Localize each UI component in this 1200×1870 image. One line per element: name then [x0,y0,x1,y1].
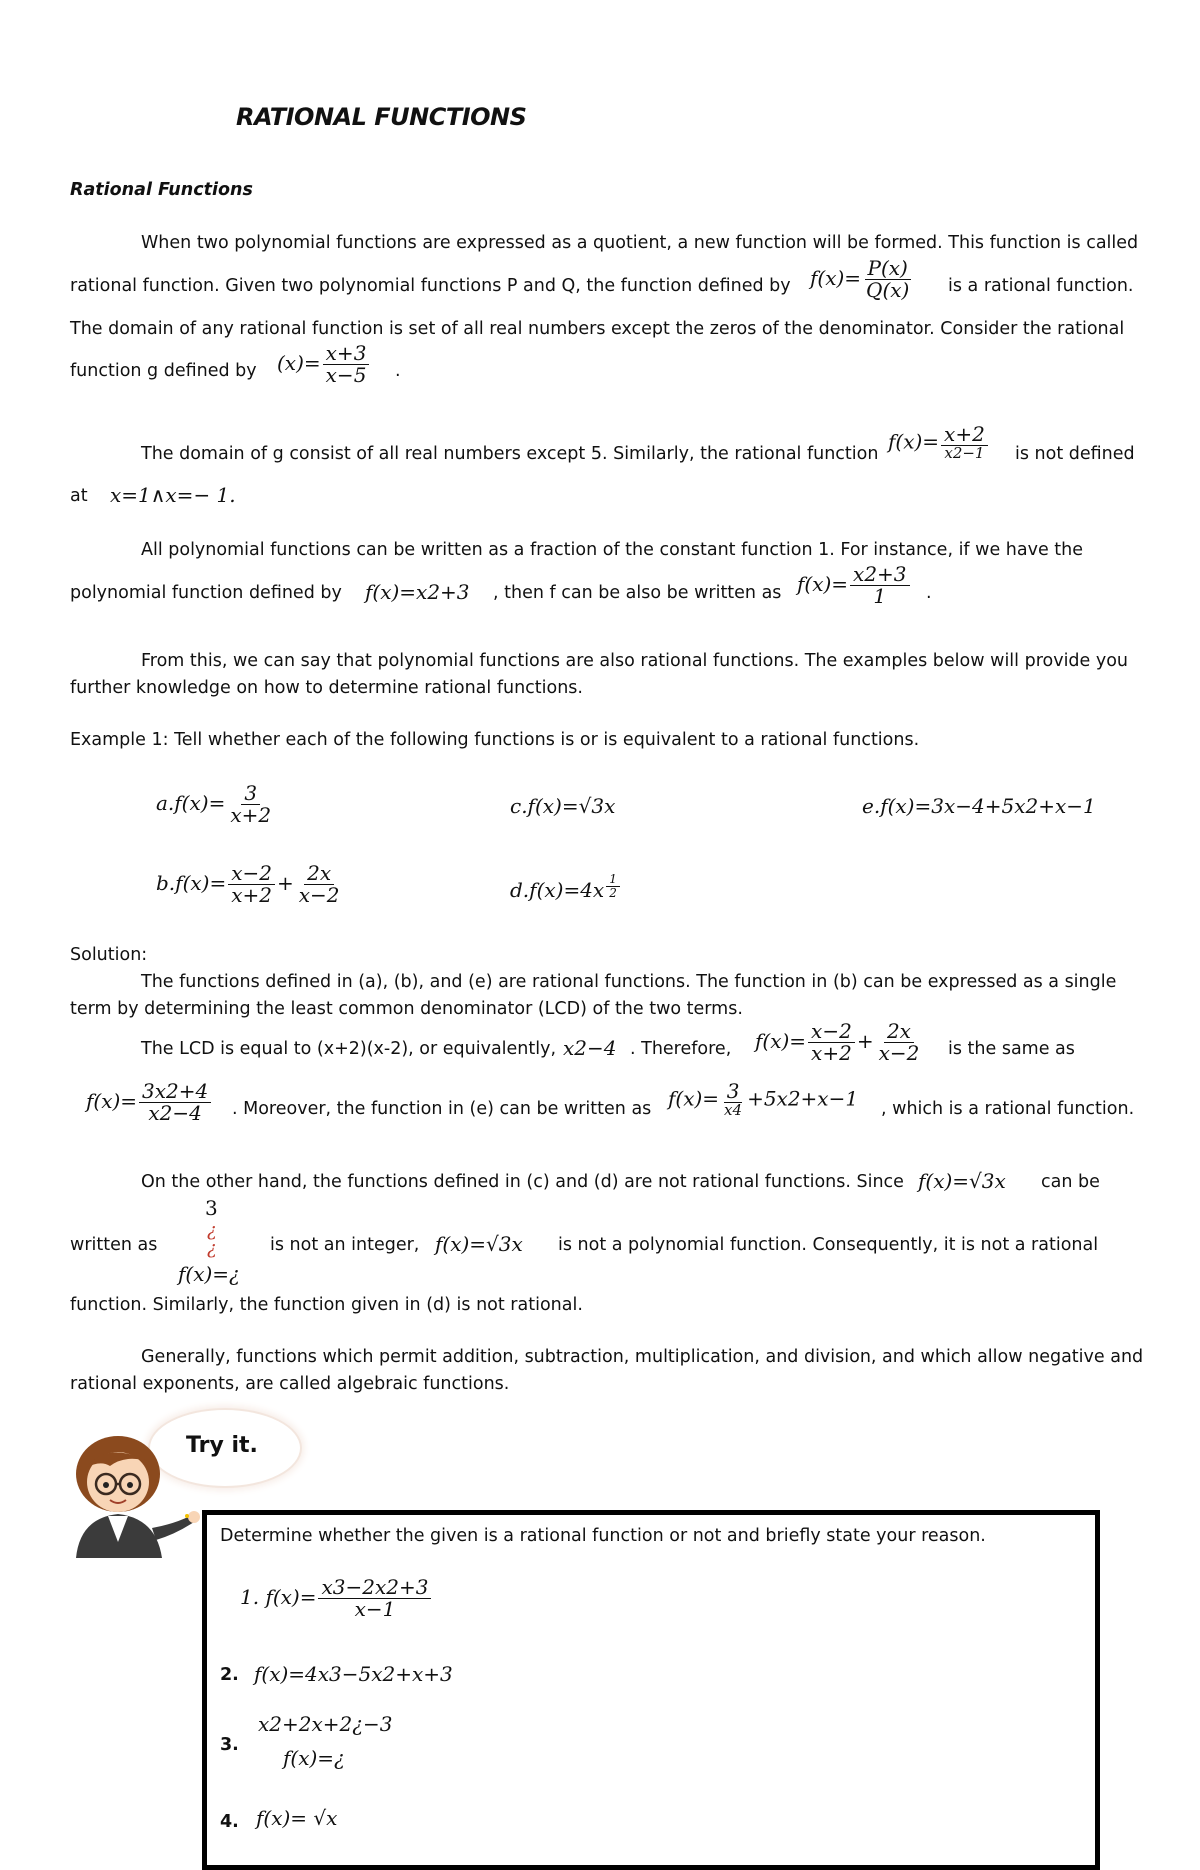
p5-glyph-2: ¿ [207,1238,217,1259]
section-subtitle: Rational Functions [70,180,253,200]
p5-line1a: On the other hand, the functions defined in (c) and (d) are not rational functions. Since [141,1172,904,1192]
solution-formula-e: f(x)= $\frac{3}{x4}$ +5x2+x−1 [668,1079,859,1119]
solution-line4b: , which is a rational function. [881,1099,1135,1119]
question-3-number: 3. [220,1735,239,1755]
p4-line2: further knowledge on how to determine rational functions. [70,678,583,698]
p1-line4a: function g defined by [70,361,257,381]
example-c: c.f(x)=√3x [510,794,616,818]
p4-line1: From this, we can say that polynomial functions are also rational functions. The examples below will provide you [141,651,1129,671]
question-3-bottom: f(x)=¿ [283,1746,345,1770]
p1-line2a: rational function. Given two polynomial functions P and Q, the function defined by [70,276,791,296]
p5-glyph-1: ¿ [207,1220,217,1241]
solution-line1: The functions defined in (a), (b), and (e) are rational functions. The function in (b) can be expressed as a single [141,972,1117,992]
p5-exponent-3: 3 [205,1196,218,1220]
solution-line2: term by determining the least common denominator (LCD) of the two terms. [70,999,743,1019]
p1-line1: When two polynomial functions are expressed as a quotient, a new function will be formed. This function is called [141,233,1139,253]
p1-formula-g: (x)= $\frac{x+3}{x-5}$ [277,343,371,386]
example-b: b.f(x)= $\frac{x-2}{x+2}$ + $\frac{2x}{x-2}$ [156,861,340,907]
p3-line1: All polynomial functions can be written as a fraction of the constant function 1. For instance, if we have the [141,540,1084,560]
p6-line1: Generally, functions which permit addition, subtraction, multiplication, and division, and which allow negative and [141,1347,1144,1367]
question-2: f(x)=4x3−5x2+x+3 [254,1662,453,1686]
p2-condition: x=1∧x=− 1. [110,483,236,507]
p2-formula: f(x)= $\frac{x+2}{x2-1}$ [888,424,990,462]
p5-formula-sqrt: f(x)=√3x [918,1169,1006,1193]
p6-line2: rational exponents, are called algebraic functions. [70,1374,510,1394]
p3-line2a: polynomial function defined by [70,583,342,603]
question-3-top: x2+2x+2¿−3 [258,1712,393,1736]
example-a: a.f(x)= $\frac{3}{x+2}$ [156,781,272,827]
p5-line2b: is not an integer, [270,1235,420,1255]
p1-line2b: is a rational function. [948,276,1134,296]
solution-lcd: x2−4 [563,1036,617,1060]
solution-line3a: The LCD is equal to (x+2)(x-2), or equivalently, [141,1039,557,1059]
solution-line3c: is the same as [948,1039,1075,1059]
solution-line4a: . Moreover, the function in (e) can be written as [232,1099,652,1119]
p5-formula-sqrt-2: f(x)=√3x [435,1232,523,1256]
p1-line3: The domain of any rational function is set of all real numbers except the zeros of the denominator. Consider the rational [70,319,1125,339]
p3-formula2: f(x)= $\frac{x2+3}{1}$ [797,564,912,607]
p3-line2c: . [926,583,932,603]
question-1: 1. f(x)= $\frac{x3-2x2+3}{x-1}$ [240,1577,433,1620]
p5-line3: function. Similarly, the function given in (d) is not rational. [70,1295,583,1315]
try-it-label: Try it. [186,1433,258,1458]
p1-formula-pq: f(x)= $\frac{P(x)}{Q(x)}$ [810,256,910,302]
p2-line1b: is not defined [1015,444,1135,464]
p2-line2a: at [70,486,88,506]
p3-line2b: , then f can be also be written as [493,583,782,603]
question-4: f(x)= √x [256,1806,338,1830]
p3-formula1: f(x)=x2+3 [365,580,470,604]
p5-fx: f(x)=¿ [178,1262,240,1286]
p1-line4b: . [395,361,401,381]
solution-label: Solution: [70,945,148,965]
question-2-number: 2. [220,1665,239,1685]
example-e: e.f(x)=3x−4+5x2+x−1 [862,794,1096,818]
solution-combined: f(x)= $\frac{3x2+4}{x2-4}$ [86,1081,213,1124]
solution-line3b: . Therefore, [630,1039,732,1059]
question-4-number: 4. [220,1812,239,1832]
p5-line1b: can be [1041,1172,1100,1192]
example-1-heading: Example 1: Tell whether each of the following functions is or is equivalent to a rational functions. [70,730,920,750]
page-title: RATIONAL FUNCTIONS [236,103,527,131]
p2-line1a: The domain of g consist of all real numbers except 5. Similarly, the rational function [141,444,879,464]
p5-line2c: is not a polynomial function. Consequently, it is not a rational [558,1235,1099,1255]
solution-formula-b: f(x)= $\frac{x-2}{x+2}$ + $\frac{2x}{x-2}$ [755,1019,920,1065]
p5-line2a: written as [70,1235,158,1255]
try-it-instruction: Determine whether the given is a rational function or not and briefly state your reason. [220,1526,986,1546]
example-d: d.f(x)=4x $\frac{1}{2}$ [510,873,622,902]
teacher-character-icon [66,1432,206,1558]
